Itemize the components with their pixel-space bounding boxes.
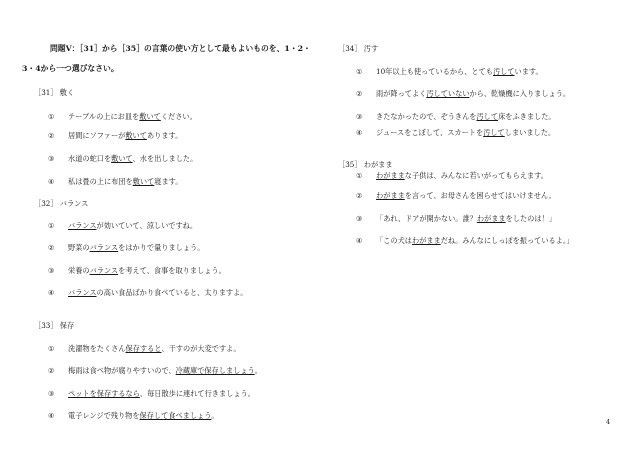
option-3[interactable]: ③ ペットを保存するなら、毎日散歩に連れて行きましょう。 xyxy=(48,389,255,398)
option-4[interactable]: ④ バランスの高い食品ばかり食べていると、太りますよ。 xyxy=(48,288,248,297)
option-4[interactable]: ④ 電子レンジで残り物を保存して食べましょう。 xyxy=(48,411,219,420)
question-label: ［31］ 敷く xyxy=(34,88,75,97)
option-1[interactable]: ① テーブルの上にお皿を敷いてください。 xyxy=(48,112,197,121)
option-3[interactable]: ③ 栄養のバランスを考えて、食事を取りましょう。 xyxy=(48,266,226,275)
page-number: 4 xyxy=(606,418,611,426)
option-3[interactable]: ③ きたなかったので、ぞうきんを汚して床をふきました。 xyxy=(356,112,556,121)
question-label: ［32］ バランス xyxy=(34,199,89,208)
option-2[interactable]: ② 居間にソファーが敷いてあります。 xyxy=(48,131,183,140)
option-2[interactable]: ② わがままを言って、お母さんを困らせてはいけません。 xyxy=(356,191,556,200)
option-1[interactable]: ① 洗濯物をたくさん保存すると、干すのが大変ですよ。 xyxy=(48,344,241,353)
option-2[interactable]: ② 雨が降ってよく汚していないから、乾燥機に入りましょう。 xyxy=(356,89,571,98)
question-label: ［35］ わがまま xyxy=(338,160,393,169)
option-4[interactable]: ④ 私は畳の上に布団を敷いて寝ます。 xyxy=(48,177,183,186)
option-1[interactable]: ① 10年以上も使っているから、とても汚しています。 xyxy=(356,67,543,76)
option-2[interactable]: ② 野菜のバランスをはかりで量りましょう。 xyxy=(48,243,205,252)
option-1[interactable]: ① バランスが効いていて、涼しいですね。 xyxy=(48,221,198,230)
option-3[interactable]: ③ 水道の蛇口を敷いて、水を出しました。 xyxy=(48,154,198,163)
instruction-line-2: 3・4から一つ選びなさい。 xyxy=(22,64,119,73)
option-3[interactable]: ③ 「あれ、ドアが開かない。誰？わがままをしたのは！」 xyxy=(356,214,556,223)
option-4[interactable]: ④ ジュースをこぼして、スカートを汚してしまいました。 xyxy=(356,128,556,137)
instruction-line-1: 問題Ⅴ：［31］から［35］の言葉の使い方として最もよいものを、1・2・ xyxy=(50,44,311,53)
option-2[interactable]: ② 梅雨は食べ物が腐りやすいので、冷蔵庫で保存しましょう。 xyxy=(48,366,262,375)
option-4[interactable]: ④ 「この犬はわがままだね。みんなにしっぽを振っているよ。」 xyxy=(356,236,574,245)
option-1[interactable]: ① わがままな子供は、みんなに若いがってもらえます。 xyxy=(356,171,548,180)
question-label: ［34］ 汚す xyxy=(338,44,379,53)
question-label: ［33］ 保存 xyxy=(34,321,75,330)
